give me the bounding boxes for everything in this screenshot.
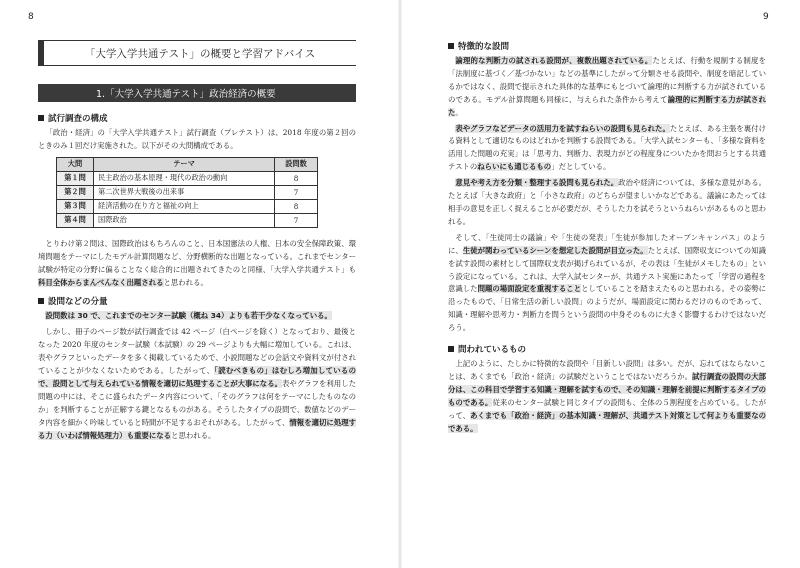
paragraph-text: 」だとしている。 — [551, 162, 611, 172]
chapter-title: 「大学入学共通テスト」の概要と学習アドバイス — [38, 40, 356, 66]
subheading-trial-structure — [38, 112, 356, 124]
subheading-what-is-asked — [448, 343, 766, 355]
table-header: 大問 — [57, 157, 94, 171]
paragraph-text: 上記のように、たしかに特徴的な設問や「目新しい設問」は多い。だが、忘れてはならないことは、あくまでも「政治・経済」の試験だということではないだろうか。 — [448, 359, 766, 381]
left-page — [38, 40, 356, 446]
page-number-right: 9 — [763, 12, 769, 22]
highlighted-text: 科目全体からまんべんなく出題される — [38, 277, 164, 287]
table-row — [57, 213, 318, 227]
highlighted-text: 表やグラフなどデータの活用力を試すねらいの設問も見られた。 — [455, 123, 670, 133]
table-header: テーマ — [94, 157, 275, 171]
table-cell-count: 7 — [275, 213, 318, 227]
paragraph — [448, 232, 766, 335]
paragraph — [448, 358, 766, 435]
question-structure-table — [56, 157, 318, 228]
highlighted-text: 論理的な判断力の試される設問が、複数出題されている。 — [455, 56, 653, 65]
subheading-text: 特徴的な設問 — [458, 42, 510, 52]
table-header-row — [57, 157, 318, 171]
table-row — [57, 185, 318, 199]
highlighted-text: 設問数は 30 で、これまでのセンター試験（概ね 34）よりも若干少なくなっている。 — [45, 311, 332, 321]
subheading-question-volume — [38, 295, 356, 307]
table-cell-theme: 国際政治 — [94, 213, 275, 227]
highlighted-text: 「読むべきもの」はむしろ増加しているので、設問として与えられている情報を適切に処理することが大事になる。 — [38, 366, 356, 388]
paragraph-text: しかし、冊子のページ数が試行調査では 42 ページ（白ページを除く）となっており、最後となった 2020 年度のセンター試験（本試験）の 29 ページよりも大幅に増加している。これは、表やグラフといったデータを多く掲載しているためで、小説問題などの会話文や資料文が付されていることが少なくないためである。したがって、 — [38, 327, 357, 376]
section-title: 1.「大学入学共通テスト」政治経済の概要 — [38, 84, 356, 102]
subheading-text: 問われているもの — [458, 345, 527, 356]
square-bullet-icon — [38, 298, 44, 304]
paragraph-text: 政治や経済については、多様な意見がある。たとえば「大きな政府」と「小さな政府」のどちらが望ましいかなどである。議論にあたっては相手の意見を正しく捉えることが必要だが、そうした力を試そうというねらいがあるものと思われる。 — [448, 178, 766, 226]
table-cell-count: 7 — [275, 185, 318, 199]
paragraph — [448, 177, 766, 229]
table-cell-theme: 民主政治の基本原理・現代の政治の動向 — [94, 171, 275, 185]
square-bullet-icon — [448, 43, 454, 49]
paragraph-text: とりわけ第２問は、国際政治はもちろんのこと、日本国憲法の人権、日本の安全保障政策、環境問題をテーマにしたモデル計算問題など、分野横断的な出題となっている。これまでセンター試験が特定の分野に偏ることなく総合的に出題されてきたのと同様、「大学入学共通テスト」も — [38, 238, 356, 274]
highlighted-text: あくまでも「政治・経済」の基本知識・理解が、共通テスト対策として何よりも重要なのである。 — [448, 410, 766, 433]
paragraph — [38, 310, 356, 323]
paragraph — [448, 55, 766, 120]
highlighted-text: 論理的に判断する力が試された — [448, 94, 766, 117]
paragraph-text: としていることを踏まえたものと思われる。その姿勢に沿ったもので、「日常生活の新しい設問」のようだが、場面設定に関わるだけのものであって、知識・理解や思考力・判断力を問うという設問の中身そのものに大きく影響するわけではないだろう。 — [448, 284, 766, 333]
page-number-left: 8 — [28, 12, 34, 22]
highlighted-text: 試行調査の設問の大部分は、この科目で学習する知識・理解を試すもので、その知識・理解を前提に判断するタイプのものである。 — [448, 371, 766, 407]
subheading-text: 設問などの分量 — [48, 297, 108, 308]
book-gutter — [398, 0, 402, 568]
highlighted-text: 情報を適切に処理する力（いわば情報処理力）も重要になる — [38, 417, 356, 440]
table-cell-question: 第１問 — [57, 171, 94, 185]
square-bullet-icon — [38, 115, 44, 121]
paragraph-text: と思われる。 — [163, 277, 208, 287]
table-cell-question: 第２問 — [57, 185, 94, 199]
table-cell-question: 第３問 — [57, 199, 94, 213]
paragraph — [448, 123, 766, 175]
subheading-text: 試行調査の構成 — [48, 114, 108, 124]
paragraph-text: たとえば、国際収支についての知識を試す設問の素材として国際収支表が掲げられているが、その表は「生徒がメモしたもの」という設定になっている。これは、大学入試センターが、共通テスト実施にあたって「学習の過程を意識した — [448, 245, 766, 294]
highlighted-text: ねらいにも通じるもの — [477, 162, 552, 172]
table-row — [57, 171, 318, 185]
table-row — [57, 199, 318, 213]
highlighted-text: 問題の場面設定を重視すること — [477, 284, 582, 294]
paragraph-text: と思われる。 — [171, 430, 216, 440]
table-header: 設問数 — [275, 157, 318, 171]
paragraph — [38, 326, 356, 442]
paragraph-text: 。 — [455, 107, 463, 117]
square-bullet-icon — [448, 346, 454, 352]
right-page — [448, 40, 766, 438]
paragraph-text: たとえば、行動を規制する制度を「法制度に基づく／基づかない」などの基準にしたがって分類させる設問や、制度を暗記しているかではなく、設問で提示された具体的な基準にもとづいて論理的に判断する力が試されているのである。モデル計算問題も同様に、与えられた条件から考えて — [448, 56, 766, 104]
highlighted-text: 意見や考え方を分類・整理する設問も見られた。 — [455, 178, 619, 188]
paragraph-text: 従来のセンター試験と同じタイプの設問も、全体の５割程度を占めている。したがって、 — [448, 397, 766, 420]
table-cell-count: 8 — [275, 171, 318, 185]
table-cell-question: 第４問 — [57, 213, 94, 227]
paragraph: 「政治・経済」の「大学入学共通テスト」試行調査（プレテスト）は、2018 年度の第２回のときのみ１回だけ実施された。以下がその大問構成である。 — [38, 128, 356, 150]
table-cell-theme: 経済活動の在り方と福祉の向上 — [94, 199, 275, 213]
paragraph-text: 表やグラフを利用した問題の中には、そこに盛られたデータ内容について、「そのグラフは何をテーマにしたものなのか」を判断することが正解する鍵となるものがある。そうしたタイプの設問で、数値などのデータ内容を細かく吟味していると時間が不足するおそれがある。したがって、 — [38, 378, 356, 427]
paragraph — [38, 238, 356, 290]
paragraph-text: たとえば、ある主張を裏付ける資料として適切なものはどれかを判断する設問である。「大学入試センターも、「多様な資料を活用した問題の充実」は「思考力、判断力、表現力がどの程度身についたかを問おうとする共通テストの — [448, 123, 766, 172]
subheading-characteristic-questions — [448, 40, 766, 52]
paragraph-text: そして、「生徒同士の議論」や「生徒の発表」「生徒が参加したオープンキャンパス」のように、 — [448, 232, 766, 255]
table-cell-count: 8 — [275, 199, 318, 213]
highlighted-text: 生徒が関わっているシーンを想定した設問が目立った。 — [462, 245, 648, 255]
table-cell-theme: 第二次世界大戦後の出来事 — [94, 185, 275, 199]
